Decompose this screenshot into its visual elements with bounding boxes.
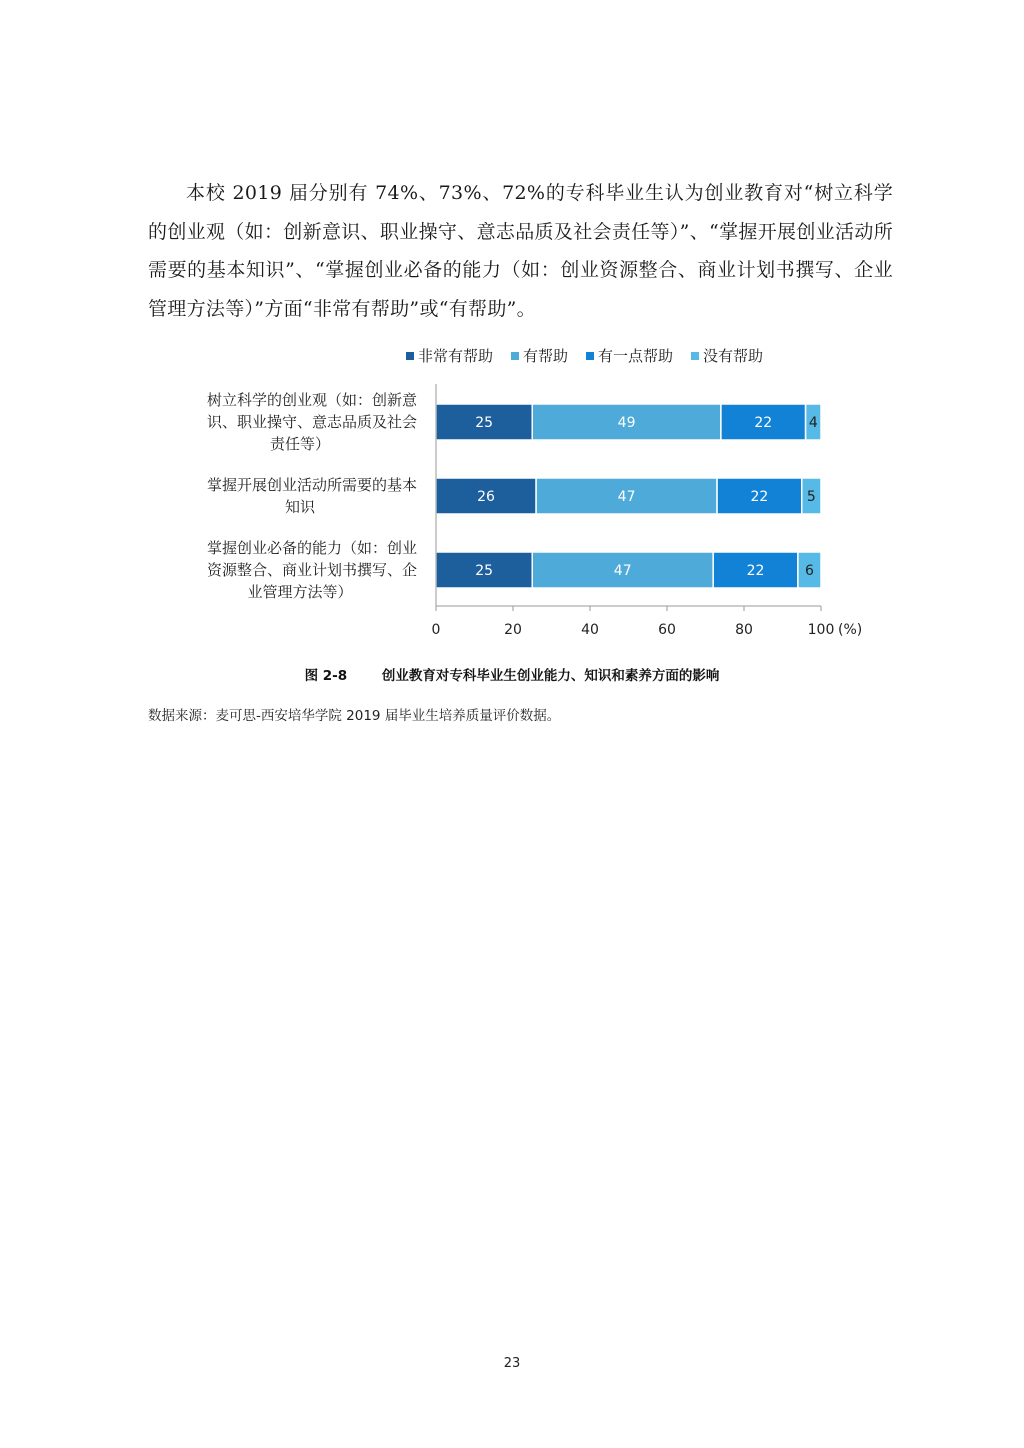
x-tick-label-6: 100 [807,622,835,638]
category-label-2-line-2: 知识 [284,498,316,516]
data-label-1-3: 22 [754,415,773,431]
stacked-bar-chart [0,0,1024,700]
data-label-3-1: 25 [475,563,494,579]
data-label-1-1: 25 [475,415,494,431]
data-label-3-3: 22 [746,563,765,579]
legend-label-3: 有一点帮助 [598,347,674,365]
figure-number: 图 2-8 [304,668,348,684]
x-tick-label-4: 60 [658,622,676,638]
legend-label-4: 没有帮助 [703,347,764,365]
figure-caption [0,664,1024,684]
x-tick-label-1: 0 [431,622,441,638]
x-tick-label-2: 20 [504,622,522,638]
legend-swatch-3 [586,352,594,360]
data-label-2-2: 47 [617,489,636,505]
data-label-2-4: 5 [806,489,816,505]
data-label-3-4: 6 [804,563,814,579]
x-tick-label-5: 80 [735,622,753,638]
legend-swatch-1 [406,352,414,360]
category-label-2-line-1: 掌握开展创业活动所需要的基本 [206,476,417,494]
data-source-note: 数据来源：麦可思-西安培华学院 2019 届毕业生培养质量评价数据。 [148,708,561,724]
category-label-3-line-3: 业管理方法等） [247,583,353,601]
data-label-2-1: 26 [477,489,495,505]
body-paragraph: 本校 2019 届分别有 74%、73%、72%的专科毕业生认为创业教育对“树立科学的创业观（如：创新意识、职业操守、意志品质及社会责任等）”、“掌握开展创业活动所需要的基本知识”、“掌握创业必备的能力（如：创业资源整合、商业计划书撰写、企业管理方法等）”方面“非常有帮助”或“有帮助”。 [148,182,893,320]
legend-swatch-4 [691,352,699,360]
x-axis-unit: (%) [838,622,863,638]
page-number: 23 [503,1356,521,1371]
legend-label-2: 有帮助 [523,347,569,365]
data-label-1-2: 49 [617,415,636,431]
figure-title: 创业教育对专科毕业生创业能力、知识和素养方面的影响 [381,668,720,684]
category-label-1-line-3: 责任等） [269,435,331,453]
category-label-3-line-1: 掌握创业必备的能力（如：创业 [206,539,417,557]
category-label-3-line-2: 资源整合、商业计划书撰写、企 [206,561,417,579]
data-label-2-3: 22 [750,489,769,505]
legend-swatch-2 [511,352,519,360]
data-label-1-4: 4 [808,415,818,431]
chart-svg [0,0,1024,700]
category-label-1-line-1: 树立科学的创业观（如：创新意 [206,391,417,409]
x-tick-label-3: 40 [581,622,599,638]
category-label-1-line-2: 识、职业操守、意志品质及社会 [206,413,417,431]
legend-label-1: 非常有帮助 [418,347,494,365]
data-label-3-2: 47 [613,563,632,579]
